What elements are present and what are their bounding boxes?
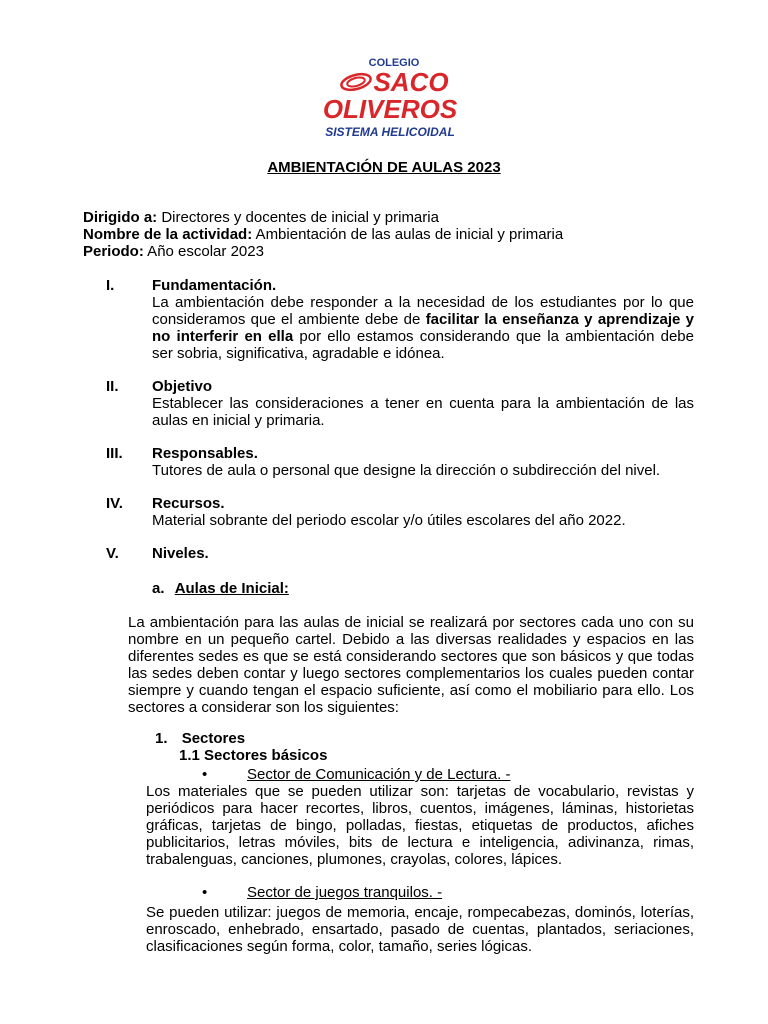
logo-saco: SACO	[373, 67, 449, 97]
bullet-icon: •	[202, 884, 208, 901]
section-heading: Niveles.	[152, 545, 209, 562]
logo-colegio: COLEGIO	[368, 57, 420, 69]
section-number: I.	[106, 277, 115, 294]
sectores-number: 1.	[155, 730, 168, 747]
section-body: Establecer las consideraciones a tener en cuenta para la ambientación de las aulas en inicial y primaria.	[152, 395, 694, 429]
bullet-label-comunicacion: Sector de Comunicación y de Lectura. -	[247, 766, 511, 783]
meta-dirigido	[83, 209, 563, 226]
section-heading: Objetivo	[152, 378, 213, 395]
section-heading: Responsables.	[152, 445, 258, 462]
section-number: III.	[106, 445, 123, 462]
bullet-icon: •	[202, 766, 208, 783]
bullet-text-comunicacion: Los materiales que se pueden utilizar son: tarjetas de vocabulario, revistas y periódicos para hacer recortes, libros, cuentos, imágenes, láminas, historietas gráficas, tarjetas de bingo, polladas, fiestas, etiquetas de productos, afiches publicitarios, letras móviles, bits de lectura e inteligencia, adivinanza, rimas, trabalenguas, canciones, plumones, crayolas, colores, lápices.	[146, 783, 694, 868]
section-body-text: La ambientación debe responder a la necesidad de los estudiantes por lo que consideramos que el ambiente debe de	[152, 294, 694, 328]
sectores-heading	[155, 730, 245, 747]
meta-nombre-value: Ambientación de las aulas de inicial y primaria	[252, 226, 564, 243]
meta-periodo-label: Periodo:	[83, 243, 144, 260]
section-body-bold: facilitar la enseñanza y aprendizaje y no interferir en ella	[152, 311, 695, 345]
meta-nombre	[83, 226, 563, 243]
subsection-aulas-inicial	[152, 580, 289, 597]
document-title: AMBIENTACIÓN DE AULAS 2023	[267, 159, 501, 176]
logo-swirl-icon	[340, 71, 373, 92]
section-heading: Fundamentación.	[152, 277, 277, 294]
section-heading: Recursos.	[152, 495, 225, 512]
section-body-text-end: por ello estamos considerando que la ambientación debe ser sobria, significativa, agradable e idónea.	[152, 328, 694, 362]
section-number: II.	[106, 378, 119, 395]
document-meta	[83, 209, 563, 260]
school-logo	[318, 50, 462, 144]
section-body: Material sobrante del periodo escolar y/o útiles escolares del año 2022.	[152, 512, 626, 529]
section-number: V.	[106, 545, 119, 562]
section-body: Tutores de aula o personal que designe la dirección o subdirección del nivel.	[152, 462, 661, 479]
meta-periodo-value: Año escolar 2023	[143, 243, 264, 260]
meta-nombre-label: Nombre de la actividad:	[83, 226, 253, 243]
logo-oliveros: OLIVEROS	[322, 94, 458, 124]
inicial-paragraph: La ambientación para las aulas de inicial se realizará por sectores cada uno con su nombre en un pequeño cartel. Debido a las diversas realidades y espacios en las diferentes sedes es que se está considerando sectores que son básicos y que todas las sedes deben contar y luego sectores complementarios los cuales pueden contar siempre y cuando tengan el espacio suficiente, así como el mobiliario para ello. Los sectores a considerar son los siguientes:	[128, 614, 694, 716]
meta-dirigido-value: Directores y docentes de inicial y primaria	[157, 209, 439, 226]
sectores-basicos-heading: 1.1 Sectores básicos	[179, 747, 328, 764]
subsection-title: Aulas de Inicial:	[174, 580, 289, 597]
subsection-letter: a.	[152, 580, 165, 597]
bullet-label-juegos: Sector de juegos tranquilos. -	[247, 884, 443, 901]
logo-graphic	[318, 50, 462, 144]
section-body	[152, 294, 694, 362]
meta-periodo	[83, 243, 563, 260]
logo-sistema: SISTEMA HELICOIDAL	[325, 125, 455, 139]
bullet-text-juegos: Se pueden utilizar: juegos de memoria, encaje, rompecabezas, dominós, loterías, enroscado, enhebrado, ensartado, pasado de cuentas, plantados, seriaciones, clasificaciones según forma, color, tamaño, series lógicas.	[146, 904, 694, 955]
section-number: IV.	[106, 495, 123, 512]
sectores-title: Sectores	[181, 730, 246, 747]
meta-dirigido-label: Dirigido a:	[83, 209, 158, 226]
